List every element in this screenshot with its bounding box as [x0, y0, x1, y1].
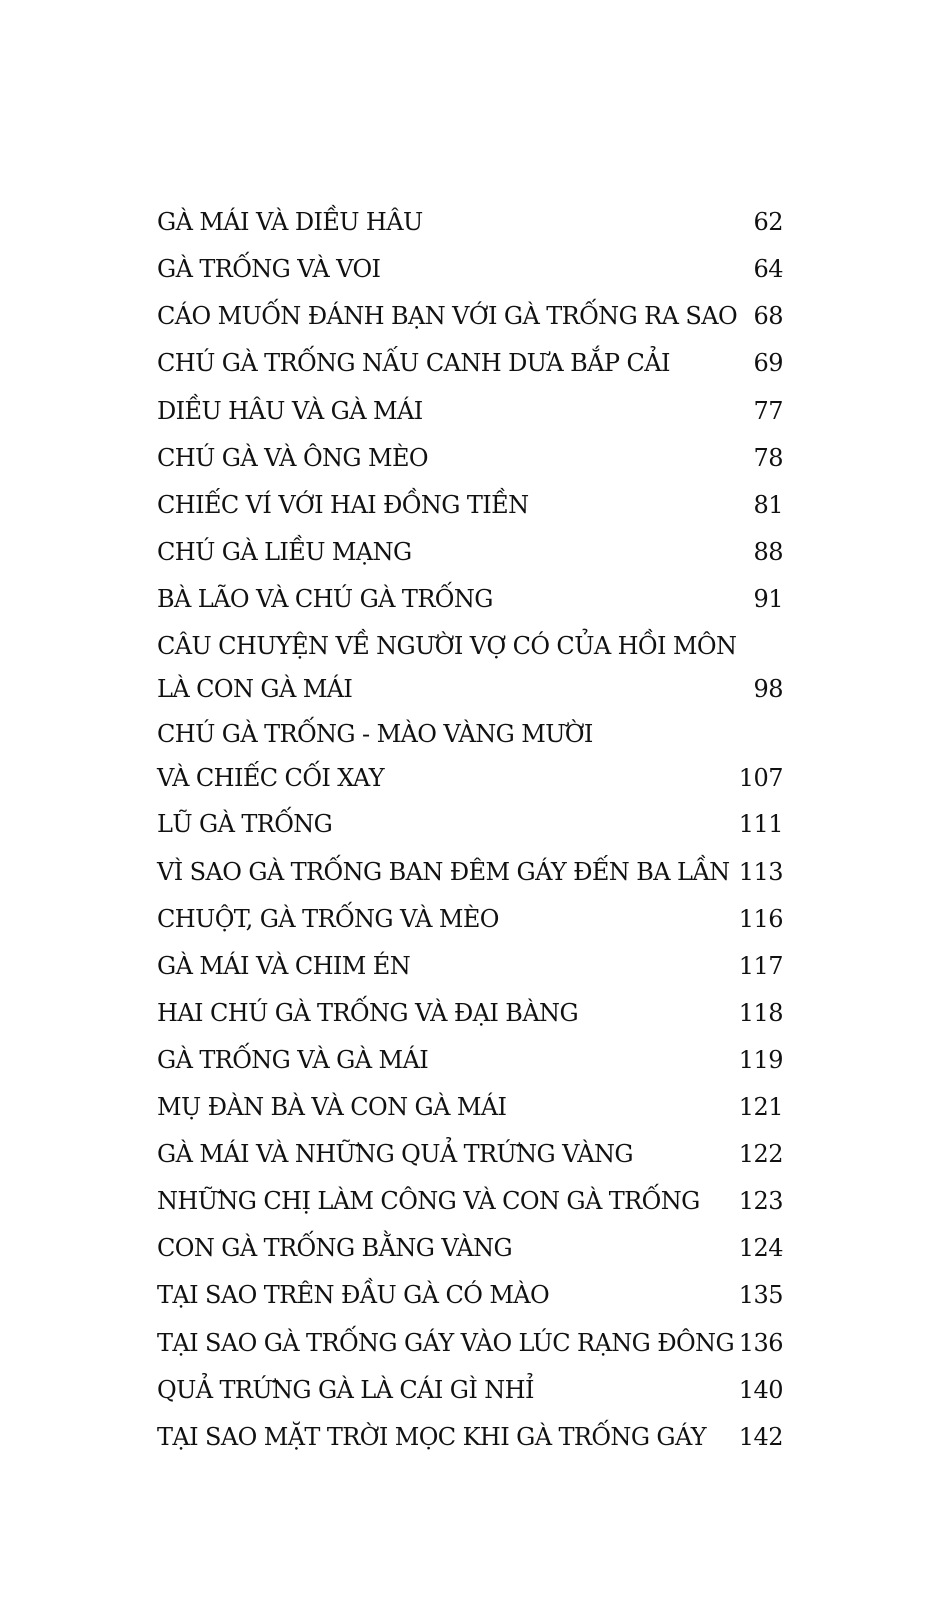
toc-entry-title: GÀ TRỐNG VÀ VOI — [157, 255, 381, 283]
toc-entry — [157, 348, 783, 378]
toc-entry-title: DIỀU HÂU VÀ GÀ MÁI — [157, 397, 423, 425]
toc-entry-page: 121 — [738, 1093, 783, 1121]
toc-entry — [157, 1045, 783, 1075]
toc-entry-title: LÀ CON GÀ MÁI — [157, 675, 353, 703]
toc-entry-title: GÀ TRỐNG VÀ GÀ MÁI — [157, 1046, 429, 1074]
toc-entry — [157, 904, 783, 934]
toc-entry-page: 62 — [753, 208, 783, 236]
toc-entry-title: BÀ LÃO VÀ CHÚ GÀ TRỐNG — [157, 585, 493, 613]
toc-entry-title: HAI CHÚ GÀ TRỐNG VÀ ĐẠI BÀNG — [157, 999, 579, 1027]
toc-entry-page: 88 — [753, 538, 783, 566]
toc-entry-title: CHÚ GÀ LIỀU MẠNG — [157, 538, 412, 566]
toc-entry-page: 117 — [738, 952, 783, 980]
toc-entry — [157, 674, 783, 704]
toc-entry-title: TẠI SAO GÀ TRỐNG GÁY VÀO LÚC RẠNG ĐÔNG — [157, 1329, 735, 1357]
toc-entry — [157, 254, 783, 284]
toc-entry-title: LŨ GÀ TRỐNG — [157, 810, 333, 838]
toc-entry-page: 113 — [738, 858, 783, 886]
toc-entry — [157, 809, 783, 839]
toc-entry-title: VÌ SAO GÀ TRỐNG BAN ĐÊM GÁY ĐẾN BA LẦN — [157, 858, 730, 886]
toc-entry-title: NHỮNG CHỊ LÀM CÔNG VÀ CON GÀ TRỐNG — [157, 1187, 700, 1215]
toc-entry — [157, 443, 783, 473]
toc-entry-title: CON GÀ TRỐNG BẰNG VÀNG — [157, 1234, 513, 1262]
toc-entry — [157, 1233, 783, 1263]
toc-entry — [157, 1328, 783, 1358]
toc-entry-title: CHÚ GÀ TRỐNG - MÀO VÀNG MƯỜI — [157, 720, 593, 748]
toc-entry — [157, 998, 783, 1028]
toc-entry-title: GÀ MÁI VÀ NHỮNG QUẢ TRỨNG VÀNG — [157, 1140, 633, 1168]
toc-entry-page: 107 — [738, 764, 783, 792]
toc-entry — [157, 763, 783, 793]
toc-entry-page: 135 — [738, 1281, 783, 1309]
toc-entry-title: CHUỘT, GÀ TRỐNG VÀ MÈO — [157, 905, 499, 933]
toc-entry-page: 142 — [738, 1423, 783, 1451]
toc-entry-page: 69 — [753, 349, 783, 377]
toc-entry — [157, 584, 783, 614]
toc-entry-title: GÀ MÁI VÀ CHIM ÉN — [157, 952, 411, 980]
toc-entry-page: 111 — [738, 810, 783, 838]
toc-entry-page: 119 — [738, 1046, 783, 1074]
toc-entry-title: VÀ CHIẾC CỐI XAY — [157, 764, 384, 792]
toc-entry — [157, 207, 783, 237]
toc-entry — [157, 1375, 783, 1405]
toc-entry-page: 78 — [753, 444, 783, 472]
toc-entry-title: CHÚ GÀ VÀ ÔNG MÈO — [157, 444, 428, 472]
toc-entry-page: 68 — [753, 302, 783, 330]
toc-entry-title: TẠI SAO MẶT TRỜI MỌC KHI GÀ TRỐNG GÁY — [157, 1423, 707, 1451]
toc-entry — [157, 396, 783, 426]
toc-entry-page: 136 — [738, 1329, 783, 1357]
toc-entry — [157, 719, 783, 749]
toc-entry-title: CHÚ GÀ TRỐNG NẤU CANH DƯA BẮP CẢI — [157, 349, 670, 377]
toc-entry-page: 123 — [738, 1187, 783, 1215]
toc-entry — [157, 1280, 783, 1310]
toc-entry-page: 118 — [738, 999, 783, 1027]
toc-entry — [157, 1139, 783, 1169]
toc-entry — [157, 857, 783, 887]
toc-entry — [157, 631, 783, 661]
toc-entry — [157, 1422, 783, 1452]
toc-entry-page: 124 — [738, 1234, 783, 1262]
toc-entry-title: MỤ ĐÀN BÀ VÀ CON GÀ MÁI — [157, 1093, 507, 1121]
toc-entry — [157, 1186, 783, 1216]
toc-entry-title: CÁO MUỐN ĐÁNH BẠN VỚI GÀ TRỐNG RA SAO — [157, 302, 738, 330]
toc-entry — [157, 301, 783, 331]
toc-entry-title: GÀ MÁI VÀ DIỀU HÂU — [157, 208, 423, 236]
toc-entry-title: QUẢ TRỨNG GÀ LÀ CÁI GÌ NHỈ — [157, 1376, 534, 1404]
toc-entry-page: 77 — [753, 397, 783, 425]
toc-entry-title: TẠI SAO TRÊN ĐẦU GÀ CÓ MÀO — [157, 1281, 550, 1309]
toc-entry — [157, 490, 783, 520]
toc-entry — [157, 1092, 783, 1122]
toc-entry-page: 98 — [753, 675, 783, 703]
toc-entry-page: 81 — [753, 491, 783, 519]
toc-entry-page: 64 — [753, 255, 783, 283]
toc-entry — [157, 951, 783, 981]
toc-entry-page: 140 — [738, 1376, 783, 1404]
toc-entry-page: 116 — [738, 905, 783, 933]
toc-entry-page: 122 — [738, 1140, 783, 1168]
toc-entry-title: CHIẾC VÍ VỚI HAI ĐỒNG TIỀN — [157, 491, 529, 519]
toc-entry — [157, 537, 783, 567]
toc-entry-page: 91 — [753, 585, 783, 613]
toc-entry-title: CÂU CHUYỆN VỀ NGƯỜI VỢ CÓ CỦA HỒI MÔN — [157, 632, 737, 660]
